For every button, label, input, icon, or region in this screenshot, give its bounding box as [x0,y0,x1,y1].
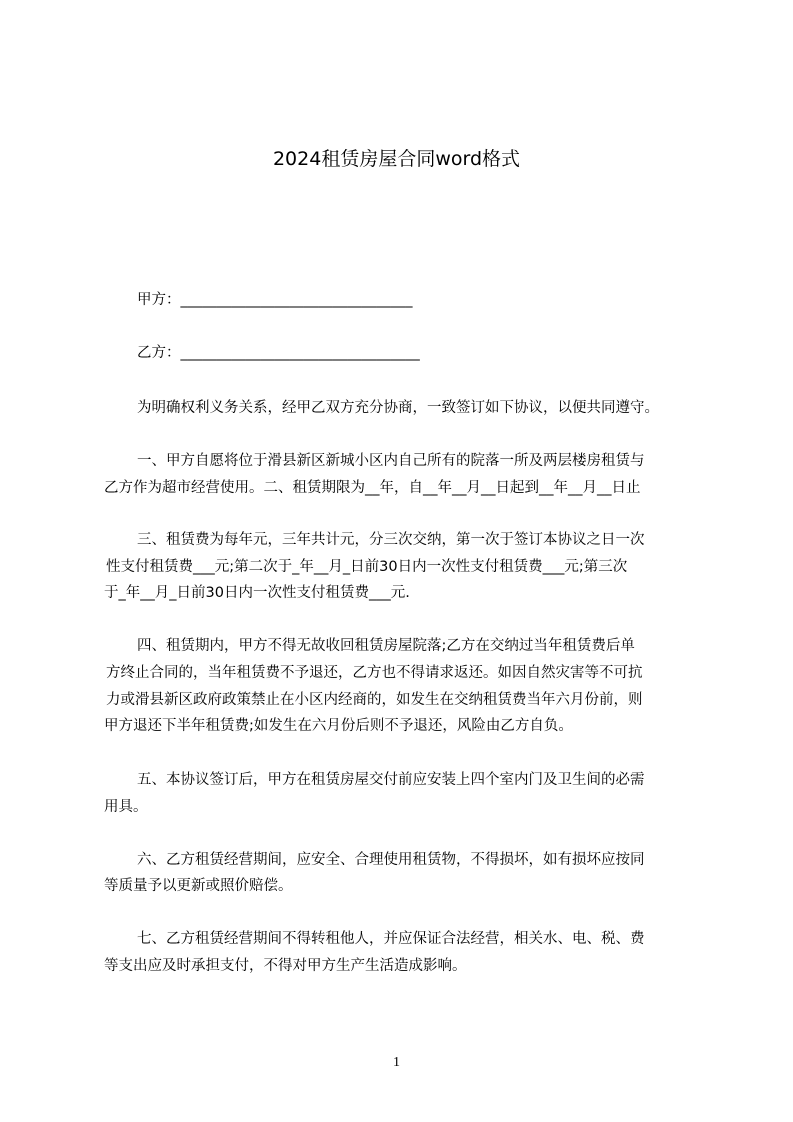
text-line: 七、乙方租赁经营期间不得转租他人，并应保证合法经营，相关水、电、税、费 [137,931,645,947]
text-line: 乙方作为超市经营使用。二、租赁期限为__年，自__年__月__日起到__年__月__日止 [104,480,641,496]
text-line: 六、乙方租赁经营期间，应安全、合理使用租赁物，不得损坏，如有损坏应按同 [137,852,645,868]
text-line: 为明确权利义务关系，经甲乙双方充分协商，一致签订如下协议，以便共同遵守。 [137,400,659,416]
text-line: 等支出应及时承担支付，不得对甲方生产生活造成影响。 [104,958,467,974]
text-line: 用具。 [104,799,148,815]
document-title: 2024租赁房屋合同word格式 [272,148,521,170]
page-number: 1 [393,1055,400,1070]
text-line: 等质量予以更新或照价赔偿。 [104,878,293,894]
text-line: 三、租赁费为每年元，三年共计元，分三次交纳，第一次于签订本协议之日一次 [137,532,645,548]
party-b-line: 乙方：_________________________________ [137,345,420,361]
text-line: 甲方退还下半年租赁费;如发生在六月份后则不予退还，风险由乙方自负。 [104,718,573,734]
text-line: 四、租赁期内，甲方不得无故收回租赁房屋院落;乙方在交纳过当年租赁费后单 [137,638,635,654]
text-line: 力或滑县新区政府政策禁止在小区内经商的，如发生在交纳租赁费当年六月份前，则 [106,692,643,708]
text-line: 于_年__月_日前30日内一次性支付租赁费___元. [104,585,410,601]
party-a-line: 甲方：________________________________ [137,292,413,308]
text-line: 五、本协议签订后，甲方在租赁房屋交付前应安装上四个室内门及卫生间的必需 [137,772,645,788]
text-line: 方终止合同的，当年租赁费不予退还，乙方也不得请求返还。如因自然灾害等不可抗 [106,665,643,681]
text-line: 一、甲方自愿将位于滑县新区新城小区内自己所有的院落一所及两层楼房租赁与 [137,453,645,469]
text-line: 性支付租赁费___元;第二次于_年__月_日前30日内一次性支付租赁费___元;第三次 [106,559,628,575]
